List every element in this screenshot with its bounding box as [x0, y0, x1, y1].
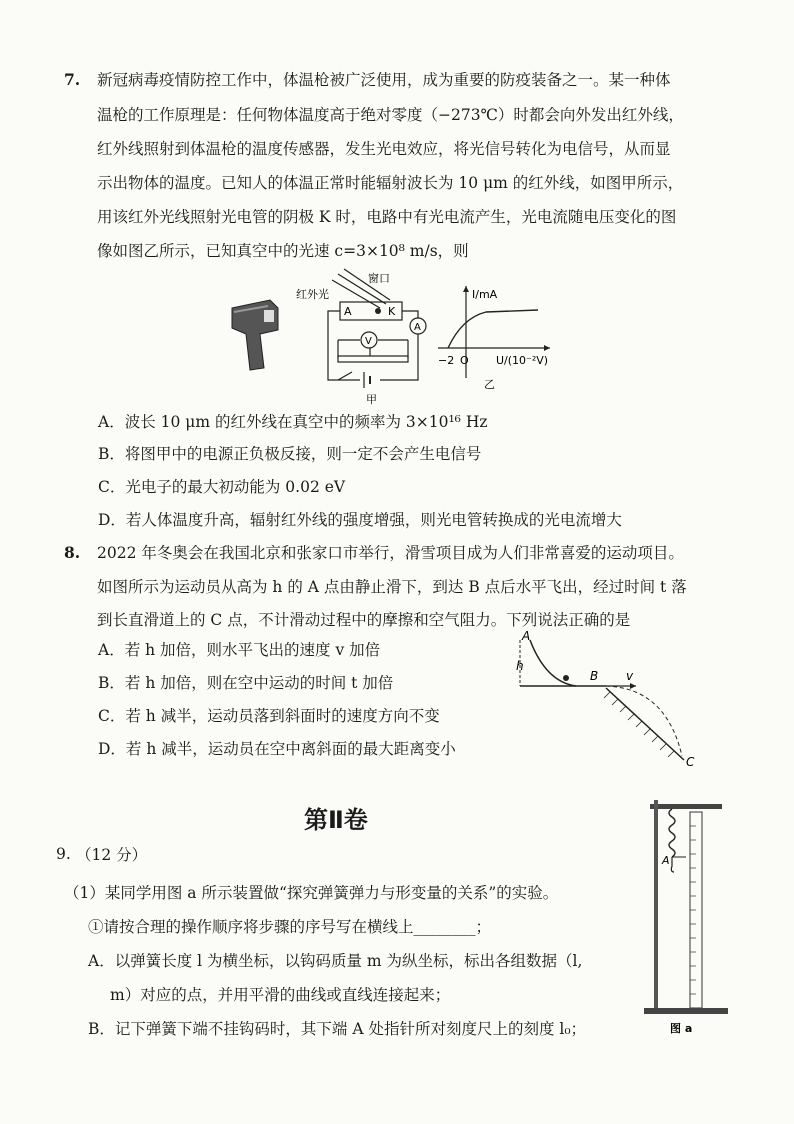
q7-line-6: 像如图乙所示，已知真空中的光速 c=3×10⁸ m/s，则: [97, 242, 469, 260]
section-title: 第Ⅱ卷: [304, 806, 368, 834]
q7-option-c: C．光电子的最大初动能为 0.02 eV: [98, 478, 346, 496]
axis-I-label: I/mA: [472, 288, 498, 301]
trajectory: [606, 686, 682, 756]
q8-option-a: A．若 h 加倍，则水平飞出的速度 v 加倍: [98, 641, 381, 659]
origin-label: O: [460, 354, 469, 367]
q8-option-d: D．若 h 减半，运动员在空中离斜面的最大距离变小: [98, 740, 456, 758]
caption-jia: 甲: [366, 393, 377, 406]
q9-figure-a: [636, 796, 732, 1036]
q7-option-b: B．将图甲中的电源正负极反接，则一定不会产生电信号: [98, 445, 482, 463]
q9-number: 9.: [56, 845, 71, 863]
q9-stepA-line1: A．以弹簧长度 l 为横坐标，以钩码质量 m 为纵坐标，标出各组数据（l,: [88, 952, 583, 970]
label-ir: 红外光: [296, 288, 329, 301]
q8-option-b: B．若 h 加倍，则在空中运动的时间 t 加倍: [98, 674, 394, 692]
q9-stepA-line2: m）对应的点，并用平滑的曲线或直线连接起来；: [110, 986, 451, 1004]
q7-line-2: 温枪的工作原理是：任何物体温度高于绝对零度（−273℃）时都会向外发出红外线，: [97, 106, 684, 124]
label-K-electrode: K: [388, 305, 396, 318]
q9-step1: ①请按合理的操作顺序将步骤的序号写在横线上________；: [88, 918, 492, 936]
q8-figure: [506, 626, 716, 776]
q7-option-d: D．若人体温度升高，辐射红外线的强度增强，则光电管转换成的光电流增大: [98, 511, 622, 529]
label-A: A: [522, 629, 531, 643]
label-window: 窗口: [368, 272, 390, 285]
q9-score: （12 分）: [76, 846, 148, 864]
ski-slope-curve: [530, 640, 576, 686]
label-ammeter: A: [414, 322, 421, 333]
label-pointer-A: A: [662, 854, 670, 867]
q7-number: 7.: [64, 70, 81, 89]
q7-line-3: 红外线照射到体温枪的温度传感器，发生光电效应，将光信号转化为电信号，从而显: [97, 140, 671, 158]
q8-option-c: C．若 h 减半，运动员落到斜面时的速度方向不变: [98, 707, 440, 725]
photocurrent-curve: [448, 310, 538, 348]
label-A-electrode: A: [344, 305, 352, 318]
q9-stepB: B．记下弹簧下端不挂钩码时，其下端 A 处指针所对刻度尺上的刻度 l₀；: [88, 1020, 587, 1038]
q7-line-4: 示出物体的温度。已知人的体温正常时能辐射波长为 10 μm 的红外线，如图甲所示，: [97, 174, 684, 192]
label-v: v: [626, 669, 634, 683]
spring: [669, 809, 675, 857]
q7-line-1: 新冠病毒疫情防控工作中，体温枪被广泛使用，成为重要的防疫装备之一。某一种体: [97, 71, 671, 89]
label-B: B: [590, 669, 599, 683]
q8-line-1: 2022 年冬奥会在我国北京和张家口市举行，滑雪项目成为人们非常喜爱的运动项目。: [97, 544, 684, 562]
q9-part1: （1）某同学用图 a 所示装置做“探究弹簧弹力与形变量的关系”的实验。: [64, 884, 559, 902]
q7-figure: [220, 268, 580, 408]
thermometer-gun-image: [232, 300, 278, 370]
skier-icon: [563, 675, 569, 681]
caption-figure-a: 图 a: [670, 1022, 693, 1035]
q8-line-2: 如图所示为运动员从高为 h 的 A 点由静止滑下，到达 B 点后水平飞出，经过时间 t 落: [97, 578, 687, 596]
q8-number: 8.: [64, 543, 81, 562]
tick-neg2: −2: [438, 354, 455, 367]
caption-yi: 乙: [484, 378, 495, 391]
q7-option-a: A．波长 10 μm 的红外线在真空中的频率为 3×10¹⁶ Hz: [98, 413, 488, 431]
axis-U-label: U/(10⁻²V): [496, 354, 549, 367]
label-h: h: [516, 659, 524, 673]
label-voltmeter: V: [365, 336, 372, 347]
q8-line-3: 到长直滑道上的 C 点，不计滑动过程中的摩擦和空气阻力。下列说法正确的是: [97, 611, 631, 629]
q7-line-5: 用该红外光线照射光电管的阴极 K 时，电路中有光电流产生，光电流随电压变化的图: [97, 208, 677, 226]
label-C: C: [686, 755, 695, 769]
